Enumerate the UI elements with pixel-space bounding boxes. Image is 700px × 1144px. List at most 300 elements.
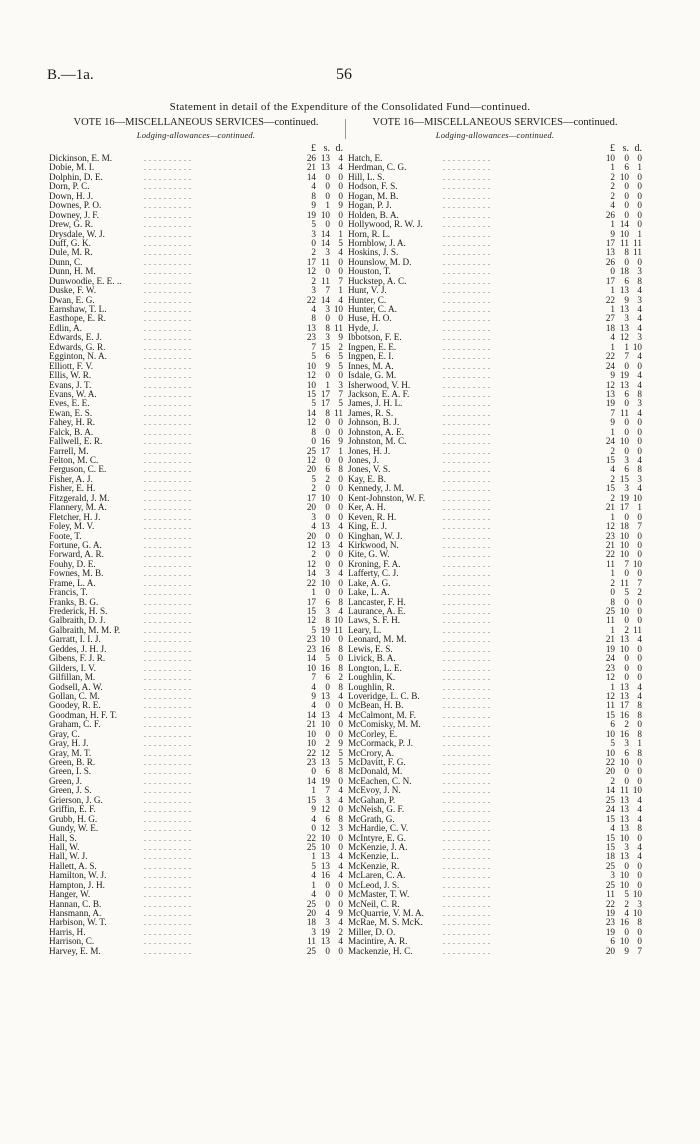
pence-value: 4 [637, 380, 642, 390]
pounds-value: 2 [610, 446, 615, 456]
table-row [348, 437, 642, 446]
leader-dots: . . . . . . . . . . [144, 644, 192, 654]
shillings-value: 9 [624, 946, 629, 956]
pounds-value: 12 [306, 371, 316, 381]
payee-name: Downes, P. O. [49, 201, 102, 211]
pounds-value: 7 [610, 408, 615, 418]
pence-value: 3 [338, 824, 343, 834]
payee-name: Jones, V. S. [348, 465, 391, 475]
table-row [348, 749, 642, 758]
pence-value: 3 [637, 899, 642, 909]
leader-dots: . . . . . . . . . . [144, 918, 192, 928]
payee-name: Hanger, W. [49, 890, 91, 900]
pounds-value: 1 [610, 569, 615, 579]
payee-name: Johnston, M. C. [348, 437, 407, 447]
shillings-value: 0 [624, 927, 629, 937]
shillings-value: 0 [624, 210, 629, 220]
payee-name: Dobie, M. I. [49, 163, 95, 173]
pounds-value: 25 [306, 899, 316, 909]
shillings-value: 2 [325, 474, 330, 484]
table-row [49, 513, 343, 522]
pence-value: 4 [338, 540, 343, 550]
shillings-value: 3 [325, 795, 330, 805]
table-row [348, 607, 642, 616]
pounds-value: 11 [606, 701, 615, 711]
shillings-value: 14 [619, 220, 629, 230]
pounds-value: 9 [311, 201, 316, 211]
table-row [49, 324, 343, 333]
shillings-value: 0 [624, 776, 629, 786]
shillings-value: 13 [619, 682, 629, 692]
table-row [348, 541, 642, 550]
table-row [49, 720, 343, 729]
leader-dots: . . . . . . . . . . [443, 191, 491, 201]
pounds-value: 25 [306, 842, 316, 852]
table-row [348, 239, 642, 248]
pence-header: d. [634, 143, 642, 154]
leader-dots: . . . . . . . . . . [443, 918, 491, 928]
shillings-value: 0 [624, 182, 629, 192]
payee-name: McGrath, G. [348, 814, 395, 824]
pence-value: 8 [637, 729, 642, 739]
shillings-value: 10 [320, 833, 330, 843]
table-row [348, 786, 642, 795]
pence-value: 9 [338, 201, 343, 211]
table-row [49, 437, 343, 446]
shillings-value: 12 [320, 824, 330, 834]
pounds-value: 3 [311, 286, 316, 296]
pence-value: 0 [338, 484, 343, 494]
payee-name: McIntyre, E. G. [348, 833, 406, 843]
table-row [49, 343, 343, 352]
shillings-value: 17 [320, 446, 330, 456]
shillings-value: 16 [320, 437, 330, 447]
shillings-value: 15 [619, 474, 629, 484]
pounds-header: £ [311, 143, 316, 154]
pence-value: 0 [338, 880, 343, 890]
payee-name: Elliott, F. V. [49, 361, 94, 371]
pence-header: d. [335, 143, 343, 154]
payee-name: Garratt, I. I. J. [49, 635, 101, 645]
pence-value: 10 [632, 890, 642, 900]
leader-dots: . . . . . . . . . . [144, 361, 192, 371]
pounds-value: 17 [306, 257, 316, 267]
leader-dots: . . . . . . . . . . [144, 380, 192, 390]
allowance-list [348, 154, 642, 956]
table-row [348, 465, 642, 474]
payee-name: Ingpen, E. E. [348, 342, 397, 352]
pence-value: 4 [338, 795, 343, 805]
pounds-value: 14 [306, 710, 316, 720]
shillings-value: 13 [619, 691, 629, 701]
shillings-value: 0 [325, 682, 330, 692]
pounds-value: 0 [610, 267, 615, 277]
table-row [348, 767, 642, 776]
pounds-value: 2 [610, 474, 615, 484]
shillings-value: 0 [624, 201, 629, 211]
payee-name: Hampton, J. H. [49, 880, 105, 890]
leader-dots: . . . . . . . . . . [443, 503, 491, 513]
table-row [348, 220, 642, 229]
leader-dots: . . . . . . . . . . [144, 701, 192, 711]
shillings-value: 0 [325, 456, 330, 465]
payee-name: Foote, T. [49, 531, 82, 541]
shillings-value: 10 [619, 540, 629, 550]
pence-value: 7 [338, 276, 343, 286]
pence-value: 0 [338, 890, 343, 900]
table-row [49, 664, 343, 673]
shillings-value: 6 [624, 748, 629, 758]
pounds-value: 15 [605, 484, 615, 494]
table-row [348, 390, 642, 399]
leader-dots: . . . . . . . . . . [443, 795, 491, 805]
pounds-value: 10 [306, 739, 316, 749]
leader-dots: . . . . . . . . . . [144, 172, 192, 182]
shillings-value: 10 [619, 437, 629, 447]
pence-value: 10 [632, 342, 642, 352]
table-row [348, 475, 642, 484]
table-row [348, 352, 642, 361]
payee-name: Downey, J. F. [49, 210, 99, 220]
pence-value: 0 [637, 776, 642, 786]
table-row [348, 409, 642, 418]
pounds-value: 15 [605, 456, 615, 465]
table-row [49, 314, 343, 323]
shillings-value: 3 [624, 484, 629, 494]
pence-value: 4 [338, 918, 343, 928]
table-row [49, 616, 343, 625]
leader-dots: . . . . . . . . . . [443, 710, 491, 720]
payee-name: Loughlin, K. [348, 673, 396, 683]
pence-value: 0 [637, 427, 642, 437]
shillings-value: 2 [624, 720, 629, 730]
shillings-value: 13 [320, 861, 330, 871]
payee-name: Hallett, A. S. [49, 861, 97, 871]
leader-dots: . . . . . . . . . . [443, 352, 491, 362]
pence-value: 0 [637, 361, 642, 371]
shillings-header: s. [622, 143, 629, 154]
shillings-value: 0 [325, 191, 330, 201]
pounds-value: 22 [605, 352, 615, 362]
pence-value: 1 [637, 229, 642, 239]
table-row [49, 201, 343, 210]
pence-value: 8 [637, 710, 642, 720]
pounds-value: 9 [610, 229, 615, 239]
payee-name: Eves, E. E. [49, 399, 90, 409]
pence-value: 0 [637, 550, 642, 560]
payee-name: McEachen, C. N. [348, 776, 412, 786]
pounds-value: 9 [610, 371, 615, 381]
shillings-value: 4 [325, 909, 330, 918]
table-row [49, 456, 343, 465]
payee-name: King, E. J. [348, 522, 388, 532]
leader-dots: . . . . . . . . . . [443, 229, 491, 239]
pounds-value: 10 [605, 748, 615, 758]
pence-value: 0 [338, 946, 343, 956]
shillings-value: 11 [620, 786, 629, 796]
shillings-value: 13 [320, 154, 330, 163]
table-row [49, 909, 343, 918]
leader-dots: . . . . . . . . . . [144, 616, 192, 626]
table-row [348, 503, 642, 512]
table-row [348, 796, 642, 805]
shillings-value: 7 [624, 559, 629, 569]
table-row [49, 522, 343, 531]
pence-value: 0 [637, 512, 642, 522]
shillings-value: 0 [624, 767, 629, 777]
shillings-value: 0 [624, 569, 629, 579]
shillings-value: 0 [325, 267, 330, 277]
leader-dots: . . . . . . . . . . [443, 644, 491, 654]
pounds-value: 5 [311, 474, 316, 484]
payee-name: Kinghan, W. J. [348, 531, 403, 541]
pence-value: 0 [338, 720, 343, 730]
pounds-value: 22 [605, 295, 615, 305]
shillings-value: 12 [320, 805, 330, 815]
shillings-value: 3 [325, 248, 330, 258]
table-row [49, 683, 343, 692]
leader-dots: . . . . . . . . . . [144, 880, 192, 890]
shillings-value: 0 [325, 503, 330, 513]
shillings-value: 8 [325, 616, 330, 626]
shillings-value: 16 [619, 710, 629, 720]
pence-value: 8 [338, 814, 343, 824]
pence-value: 4 [338, 248, 343, 258]
payee-name: Dunn, H. M. [49, 267, 96, 277]
payee-name: Galbraith, M. M. P. [49, 625, 121, 635]
leader-dots: . . . . . . . . . . [443, 871, 491, 881]
shillings-value: 7 [624, 352, 629, 362]
pounds-value: 12 [605, 522, 615, 532]
payee-name: Dunwoodie, E. E. .. [49, 276, 122, 286]
payee-name: Fouhy, D. E. [49, 559, 96, 569]
pounds-value: 1 [311, 786, 316, 796]
payee-name: McCrory, A. [348, 748, 395, 758]
leader-dots: . . . . . . . . . . [443, 371, 491, 381]
shillings-value: 0 [624, 597, 629, 607]
table-row [348, 890, 642, 899]
table-row [348, 598, 642, 607]
pounds-value: 26 [306, 154, 316, 163]
pence-value: 4 [637, 323, 642, 333]
table-row [49, 777, 343, 786]
leader-dots: . . . . . . . . . . [144, 720, 192, 730]
shillings-value: 17 [619, 503, 629, 513]
pounds-value: 9 [610, 418, 615, 428]
shillings-value: 13 [619, 795, 629, 805]
payee-name: Griffin, E. F. [49, 805, 96, 815]
leader-dots: . . . . . . . . . . [443, 305, 491, 314]
pence-value: 0 [338, 635, 343, 645]
leader-dots: . . . . . . . . . . [443, 380, 491, 390]
payee-name: Felton, M. C. [49, 456, 99, 465]
pounds-value: 23 [605, 531, 615, 541]
pounds-value: 15 [605, 842, 615, 852]
shillings-value: 12 [619, 333, 629, 343]
page-number: 56 [336, 66, 352, 83]
pence-value: 0 [338, 550, 343, 560]
pence-value: 0 [637, 937, 642, 947]
shillings-value: 13 [619, 824, 629, 834]
pence-value: 4 [338, 607, 343, 616]
table-row [348, 626, 642, 635]
leader-dots: . . . . . . . . . . [144, 710, 192, 720]
leader-dots: . . . . . . . . . . [144, 201, 192, 211]
leader-dots: . . . . . . . . . . [144, 597, 192, 607]
leader-dots: . . . . . . . . . . [443, 257, 491, 267]
table-row [348, 579, 642, 588]
leader-dots: . . . . . . . . . . [443, 899, 491, 909]
allowance-list [49, 154, 343, 956]
table-row [49, 550, 343, 559]
table-row [49, 711, 343, 720]
pence-value: 4 [637, 408, 642, 418]
table-row [348, 635, 642, 644]
shillings-value: 6 [624, 276, 629, 286]
pence-value: 4 [637, 286, 642, 296]
shillings-value: 7 [325, 786, 330, 796]
pounds-value: 22 [306, 578, 316, 588]
shillings-value: 0 [624, 654, 629, 664]
pence-value: 4 [338, 295, 343, 305]
pounds-value: 10 [605, 154, 615, 163]
pence-value: 0 [338, 314, 343, 324]
pounds-value: 20 [306, 465, 316, 475]
pence-value: 0 [338, 559, 343, 569]
table-row [348, 824, 642, 833]
table-row [49, 503, 343, 512]
payee-name: Evans, W. A. [49, 389, 97, 399]
table-row [348, 805, 642, 814]
leader-dots: . . . . . . . . . . [144, 729, 192, 739]
pence-value: 0 [637, 191, 642, 201]
table-row [348, 758, 642, 767]
table-row [348, 900, 642, 909]
table-row [49, 730, 343, 739]
subheading: Lodging-allowances—continued. [435, 130, 555, 140]
pounds-value: 12 [306, 418, 316, 428]
pence-value: 0 [338, 210, 343, 220]
shillings-value: 0 [624, 191, 629, 201]
pounds-value: 3 [311, 512, 316, 522]
payee-name: McCormack, P. J. [348, 739, 414, 749]
payee-name: Kirkwood, N. [348, 540, 399, 550]
table-row [49, 749, 343, 758]
table-row [49, 192, 343, 201]
shillings-value: 6 [325, 767, 330, 777]
payee-name: Green, B. R. [49, 758, 96, 767]
shillings-value: 13 [619, 635, 629, 645]
table-row [348, 277, 642, 286]
leader-dots: . . . . . . . . . . [144, 890, 192, 900]
pounds-value: 22 [605, 550, 615, 560]
table-row [348, 201, 642, 210]
shillings-value: 10 [619, 758, 629, 767]
leader-dots: . . . . . . . . . . [443, 767, 491, 777]
payee-name: McEvoy, J. N. [348, 786, 401, 796]
payee-name: Dule, M. R. [49, 248, 93, 258]
payee-name: McDonald, M. [348, 767, 403, 777]
leader-dots: . . . . . . . . . . [443, 909, 491, 918]
table-row [49, 937, 343, 946]
shillings-value: 0 [325, 531, 330, 541]
leader-dots: . . . . . . . . . . [144, 220, 192, 230]
pence-value: 11 [334, 408, 343, 418]
table-row [348, 815, 642, 824]
payee-name: Miller, D. O. [348, 927, 396, 937]
payee-name: McCorley, E. [348, 729, 398, 739]
leader-dots: . . . . . . . . . . [144, 682, 192, 692]
shillings-value: 0 [624, 616, 629, 626]
payee-name: Gibens, F. J. R. [49, 654, 106, 664]
payee-name: Kite, G. W. [348, 550, 390, 560]
table-row [348, 494, 642, 503]
shillings-value: 3 [325, 918, 330, 928]
pounds-value: 10 [306, 729, 316, 739]
leader-dots: . . . . . . . . . . [144, 550, 192, 560]
right-column [348, 117, 642, 956]
pounds-value: 24 [605, 654, 615, 664]
leader-dots: . . . . . . . . . . [144, 833, 192, 843]
pounds-value: 19 [605, 909, 615, 918]
shillings-value: 10 [619, 531, 629, 541]
pounds-value: 0 [311, 824, 316, 834]
pounds-value: 14 [306, 569, 316, 579]
shillings-value: 13 [619, 814, 629, 824]
pounds-value: 22 [306, 833, 316, 843]
payee-name: Fisher, A. J. [49, 474, 93, 484]
pence-value: 2 [338, 673, 343, 683]
pence-value: 8 [637, 824, 642, 834]
table-row [348, 343, 642, 352]
payee-name: Lancaster, F. H. [348, 597, 406, 607]
pounds-value: 24 [605, 805, 615, 815]
pence-value: 4 [637, 352, 642, 362]
table-row [348, 550, 642, 559]
leader-dots: . . . . . . . . . . [144, 182, 192, 192]
shillings-value: 13 [619, 323, 629, 333]
payee-name: Hoskins, J. S. [348, 248, 399, 258]
payee-name: Houston, T. [348, 267, 391, 277]
payee-name: Fitzgerald, J. M. [49, 493, 110, 503]
payee-name: Dolphin, D. E. [49, 172, 103, 182]
table-row [348, 522, 642, 531]
pounds-value: 21 [306, 163, 316, 173]
payee-name: Falck, B. A. [49, 427, 94, 437]
pence-value: 0 [338, 899, 343, 909]
pence-value: 0 [338, 776, 343, 786]
payee-name: Livick, B. A. [348, 654, 396, 664]
table-row [348, 399, 642, 408]
table-row [49, 890, 343, 899]
shillings-value: 1 [325, 201, 330, 211]
pence-value: 5 [338, 758, 343, 767]
table-row [348, 324, 642, 333]
table-row [49, 796, 343, 805]
leader-dots: . . . . . . . . . . [443, 286, 491, 296]
shillings-value: 3 [624, 456, 629, 465]
statement-title: Statement in detail of the Expenditure of the Consolidated Fund—continued. [169, 101, 531, 113]
pounds-value: 23 [605, 918, 615, 928]
table-row [49, 371, 343, 380]
pence-value: 0 [338, 842, 343, 852]
payee-name: McNeil, C. R. [348, 899, 400, 909]
leader-dots: . . . . . . . . . . [443, 342, 491, 352]
leader-dots: . . . . . . . . . . [443, 927, 491, 937]
shillings-value: 5 [325, 654, 330, 664]
payee-name: Galbraith, D. J. [49, 616, 106, 626]
shillings-value: 14 [320, 295, 330, 305]
